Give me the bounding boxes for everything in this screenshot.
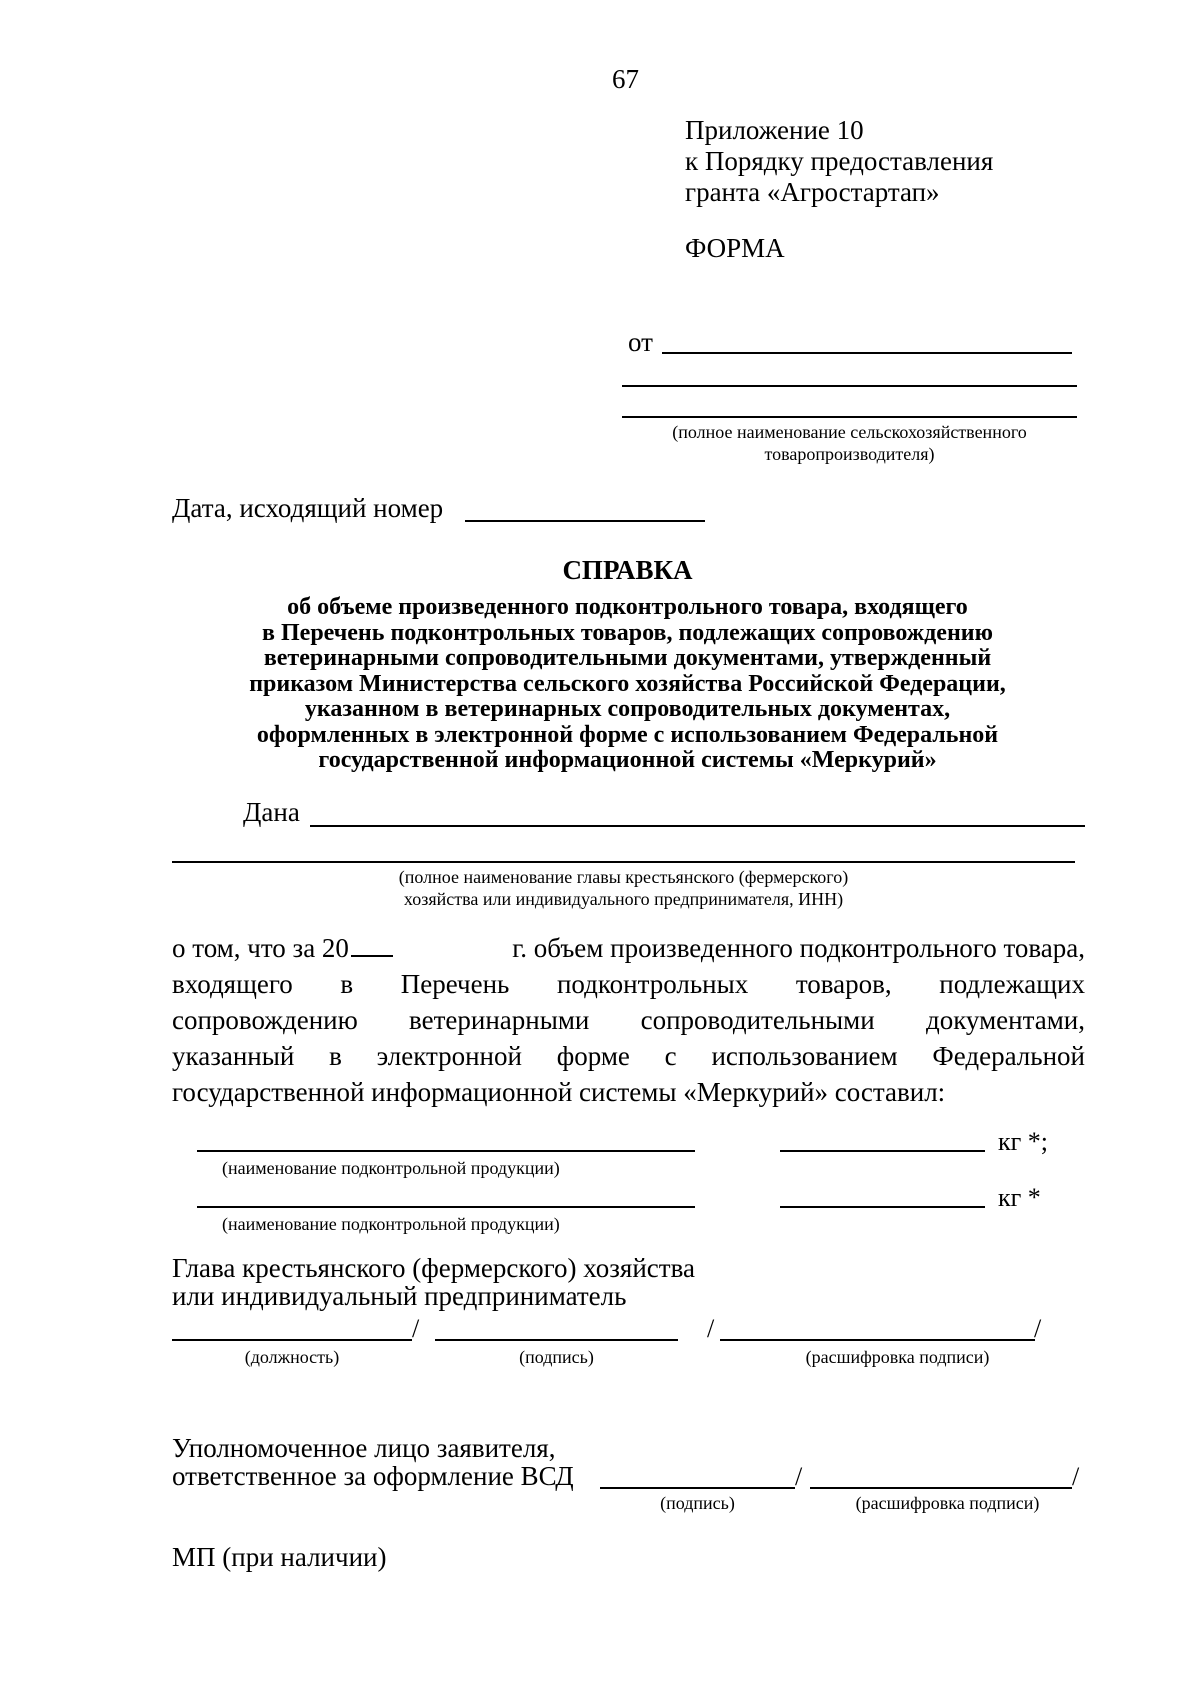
from-hint [622, 421, 1077, 465]
subtitle-line: оформленных в электронной форме с использованием Федеральной [256, 721, 999, 748]
appendix-header [685, 115, 993, 208]
authorized-title-line-1: Уполномоченное лицо заявителя, [172, 1433, 556, 1463]
head-slash-3: / [1034, 1314, 1042, 1343]
subtitle-line: указанном в ветеринарных сопроводительных документах, [304, 696, 951, 722]
subtitle-line: об объеме произведенного подконтрольного товара, входящего [287, 594, 968, 620]
product-unit-2: кг * [998, 1183, 1041, 1212]
issued-to-hint [172, 866, 1075, 910]
authorized-title-line-2: ответственное за оформление ВСД [172, 1461, 574, 1491]
body-line-4: указанный в электронной форме с использованием Федеральной [172, 1041, 1085, 1071]
authorized-signature-field[interactable] [600, 1487, 795, 1489]
head-slash-1: / [412, 1314, 420, 1343]
issued-to-label: Дана [243, 797, 300, 827]
subtitle-line: государственной информационной системы «Меркурий» [318, 747, 937, 773]
subtitle-line: приказом Министерства сельского хозяйства Российской Федерации, [249, 670, 1006, 697]
body-line-1-start: о том, что за 20 [172, 933, 349, 963]
head-title-line-2: или индивидуальный предприниматель [172, 1281, 627, 1311]
head-signature-hint: (подпись) [519, 1347, 594, 1367]
body-line-1 [172, 930, 1085, 966]
product-hint-2: (наименование подконтрольной продукции) [222, 1214, 560, 1234]
authorized-slash-1: / [795, 1462, 803, 1491]
from-field-line-2[interactable] [622, 385, 1077, 387]
body-line-2: входящего в Перечень подконтрольных товаров, подлежащих [172, 969, 1085, 999]
subtitle-line: в Перечень подконтрольных товаров, подлежащих сопровождению [262, 619, 993, 646]
authorized-decoding-field[interactable] [810, 1487, 1072, 1489]
from-label: от [628, 327, 653, 357]
head-position-hint: (должность) [244, 1347, 340, 1367]
authorized-slash-2: / [1072, 1462, 1080, 1491]
head-decoding-field[interactable] [720, 1339, 1035, 1341]
issued-to-field-line-2[interactable] [172, 861, 1075, 863]
head-signature-field[interactable] [435, 1339, 678, 1341]
date-number-field[interactable] [465, 520, 705, 522]
head-title-line-1: Глава крестьянского (фермерского) хозяйства [172, 1253, 695, 1283]
subtitle-line: ветеринарными сопроводительными документами, утвержденный [263, 645, 992, 671]
authorized-title [172, 1434, 574, 1490]
appendix-line-2: к Порядку предоставления [685, 146, 994, 176]
product-quantity-field-1[interactable] [780, 1150, 985, 1152]
body-paragraph [172, 930, 1085, 1110]
from-field-line-1[interactable] [662, 352, 1072, 354]
issued-to-field-line-1[interactable] [310, 825, 1085, 827]
year-field[interactable] [351, 933, 393, 957]
body-line-5: государственной информационной системы «Меркурий» составил: [172, 1077, 946, 1107]
product-hint-1: (наименование подконтрольной продукции) [222, 1158, 560, 1178]
head-signature-title [172, 1254, 695, 1310]
page-number: 67 [612, 64, 639, 94]
product-unit-1: кг *; [998, 1127, 1049, 1156]
body-line-1-end: г. объем произведенного подконтрольного товара, [512, 933, 1085, 963]
head-position-field[interactable] [172, 1339, 412, 1341]
date-number-label: Дата, исходящий номер [172, 493, 444, 523]
product-quantity-field-2[interactable] [780, 1206, 985, 1208]
document-subtitle [160, 595, 1095, 774]
head-decoding-hint: (расшифровка подписи) [805, 1347, 990, 1367]
stamp-label: МП (при наличии) [172, 1542, 387, 1572]
product-name-field-2[interactable] [197, 1206, 695, 1208]
authorized-decoding-hint: (расшифровка подписи) [855, 1493, 1040, 1513]
body-line-3: сопровождению ветеринарными сопроводительными документами, [172, 1005, 1085, 1035]
from-field-line-3[interactable] [622, 416, 1077, 418]
appendix-line-1: Приложение 10 [685, 115, 864, 145]
from-hint-line-1: (полное наименование сельскохозяйственного [672, 422, 1027, 442]
from-hint-line-2: товаропроизводителя) [764, 444, 935, 464]
authorized-signature-hint: (подпись) [660, 1493, 735, 1513]
issued-to-hint-line-2: хозяйства или индивидуального предпринимателя, ИНН) [403, 889, 844, 909]
form-label: ФОРМА [685, 233, 785, 263]
issued-to-hint-line-1: (полное наименование главы крестьянского (фермерского) [398, 867, 849, 887]
appendix-line-3: гранта «Агростартап» [685, 177, 940, 207]
head-slash-2: / [707, 1314, 715, 1343]
document-title: СПРАВКА [562, 555, 693, 585]
product-name-field-1[interactable] [197, 1150, 695, 1152]
